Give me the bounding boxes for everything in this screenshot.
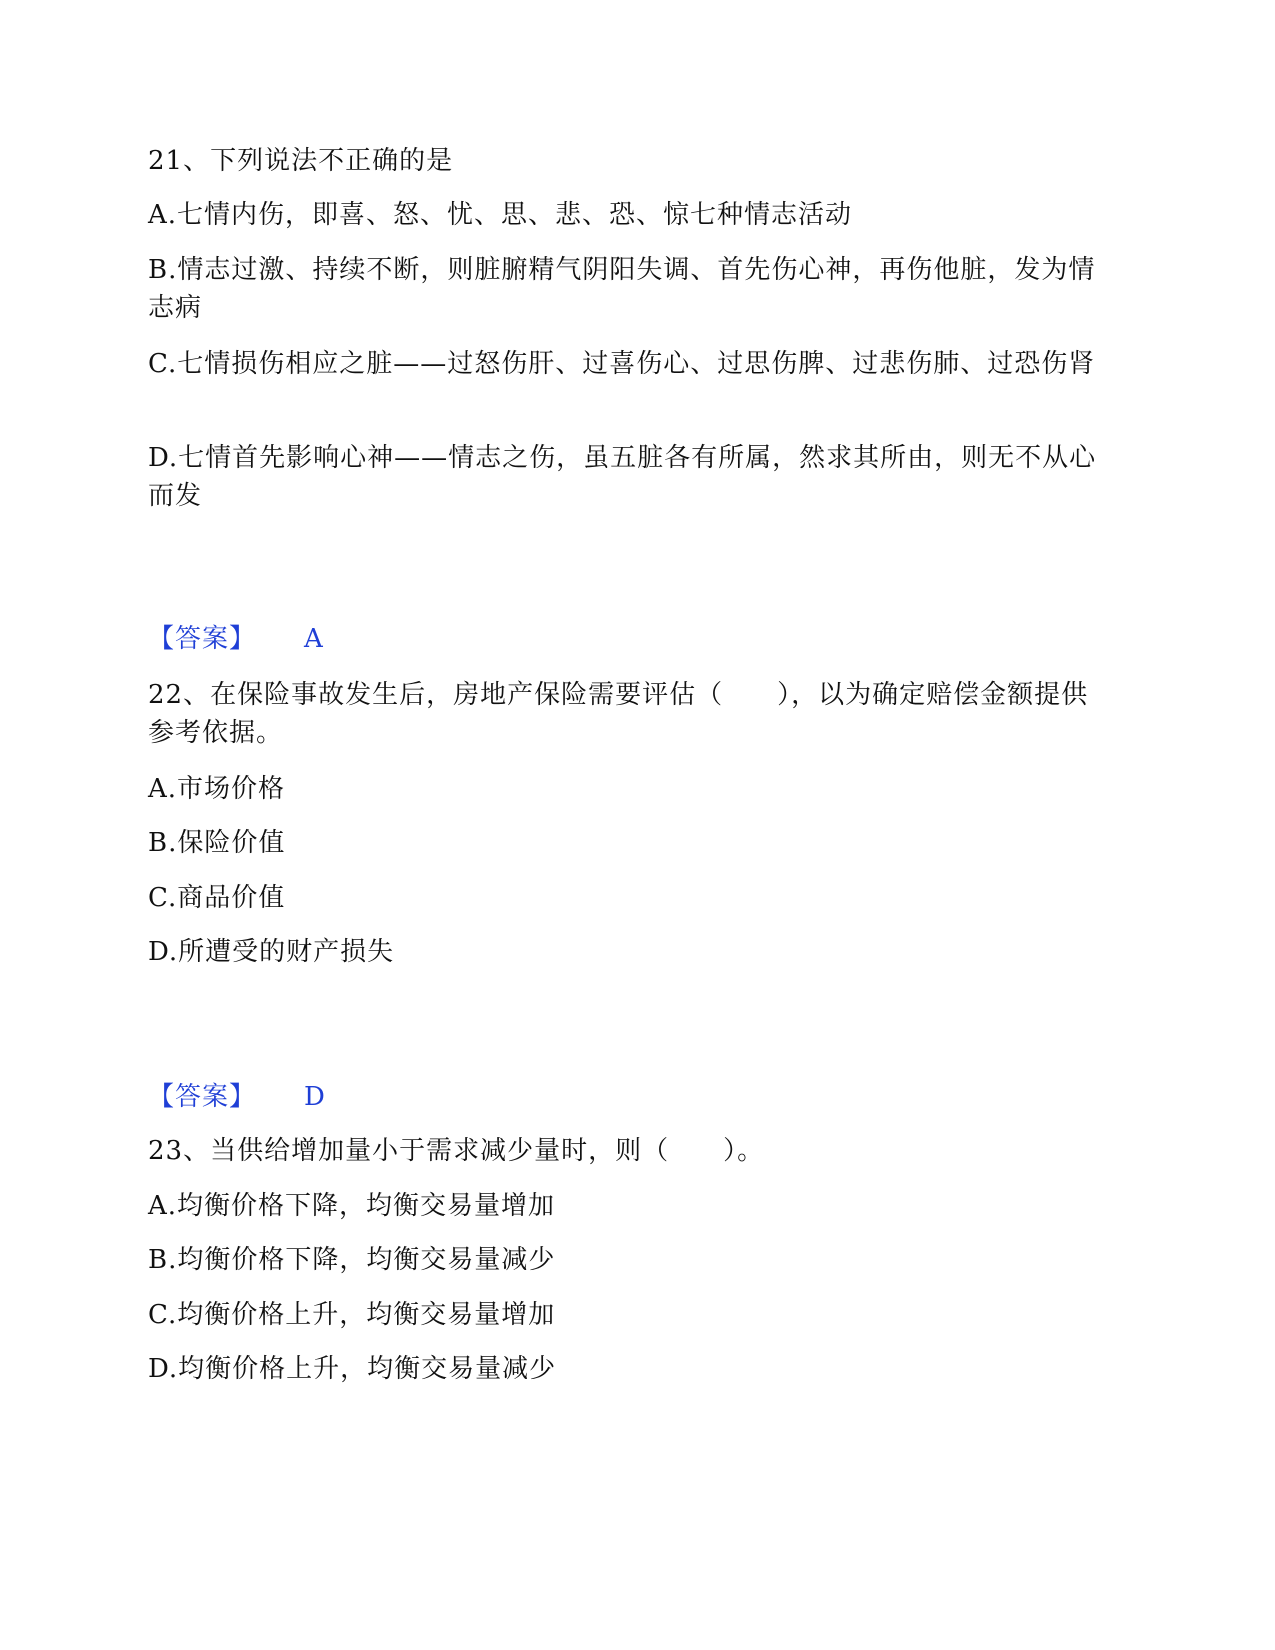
question-21-option-a: A.七情内伤，即喜、怒、忧、思、悲、恐、惊七种情志活动 <box>148 200 853 230</box>
answer-label: 【答案】 <box>148 1082 257 1112</box>
question-22-option-c: C.商品价值 <box>148 883 286 913</box>
question-22-option-d: D.所遭受的财产损失 <box>148 937 395 967</box>
question-22-option-b: B.保险价值 <box>148 828 286 858</box>
question-23-option-b: B.均衡价格下降，均衡交易量减少 <box>148 1245 556 1275</box>
question-21-option-b: B.情志过激、持续不断，则脏腑精气阴阳失调、首先伤心神，再伤他脏，发为情志病 <box>148 255 1096 323</box>
question-21-stem: 21、下列说法不正确的是 <box>148 146 454 176</box>
question-21-answer <box>148 620 324 658</box>
question-22-option-a: A.市场价格 <box>148 774 286 804</box>
question-23-option-c: C.均衡价格上升，均衡交易量增加 <box>148 1300 556 1330</box>
question-23-stem: 23、当供给增加量小于需求减少量时，则（ ）。 <box>148 1136 765 1166</box>
question-21-option-c: C.七情损伤相应之脏——过怒伤肝、过喜伤心、过思伤脾、过悲伤肺、过恐伤肾 <box>148 349 1096 379</box>
answer-label: 【答案】 <box>148 624 257 654</box>
question-22-answer <box>148 1078 326 1116</box>
question-22-stem: 22、在保险事故发生后，房地产保险需要评估（ ），以为确定赔偿金额提供参考依据。 <box>148 680 1089 748</box>
question-23-option-d: D.均衡价格上升，均衡交易量减少 <box>148 1354 557 1384</box>
question-21-option-d: D.七情首先影响心神——情志之伤，虽五脏各有所属，然求其所由，则无不从心而发 <box>148 443 1097 511</box>
question-23-option-a: A.均衡价格下降，均衡交易量增加 <box>148 1191 556 1221</box>
answer-value: D <box>304 1082 326 1112</box>
answer-value: A <box>304 624 324 654</box>
